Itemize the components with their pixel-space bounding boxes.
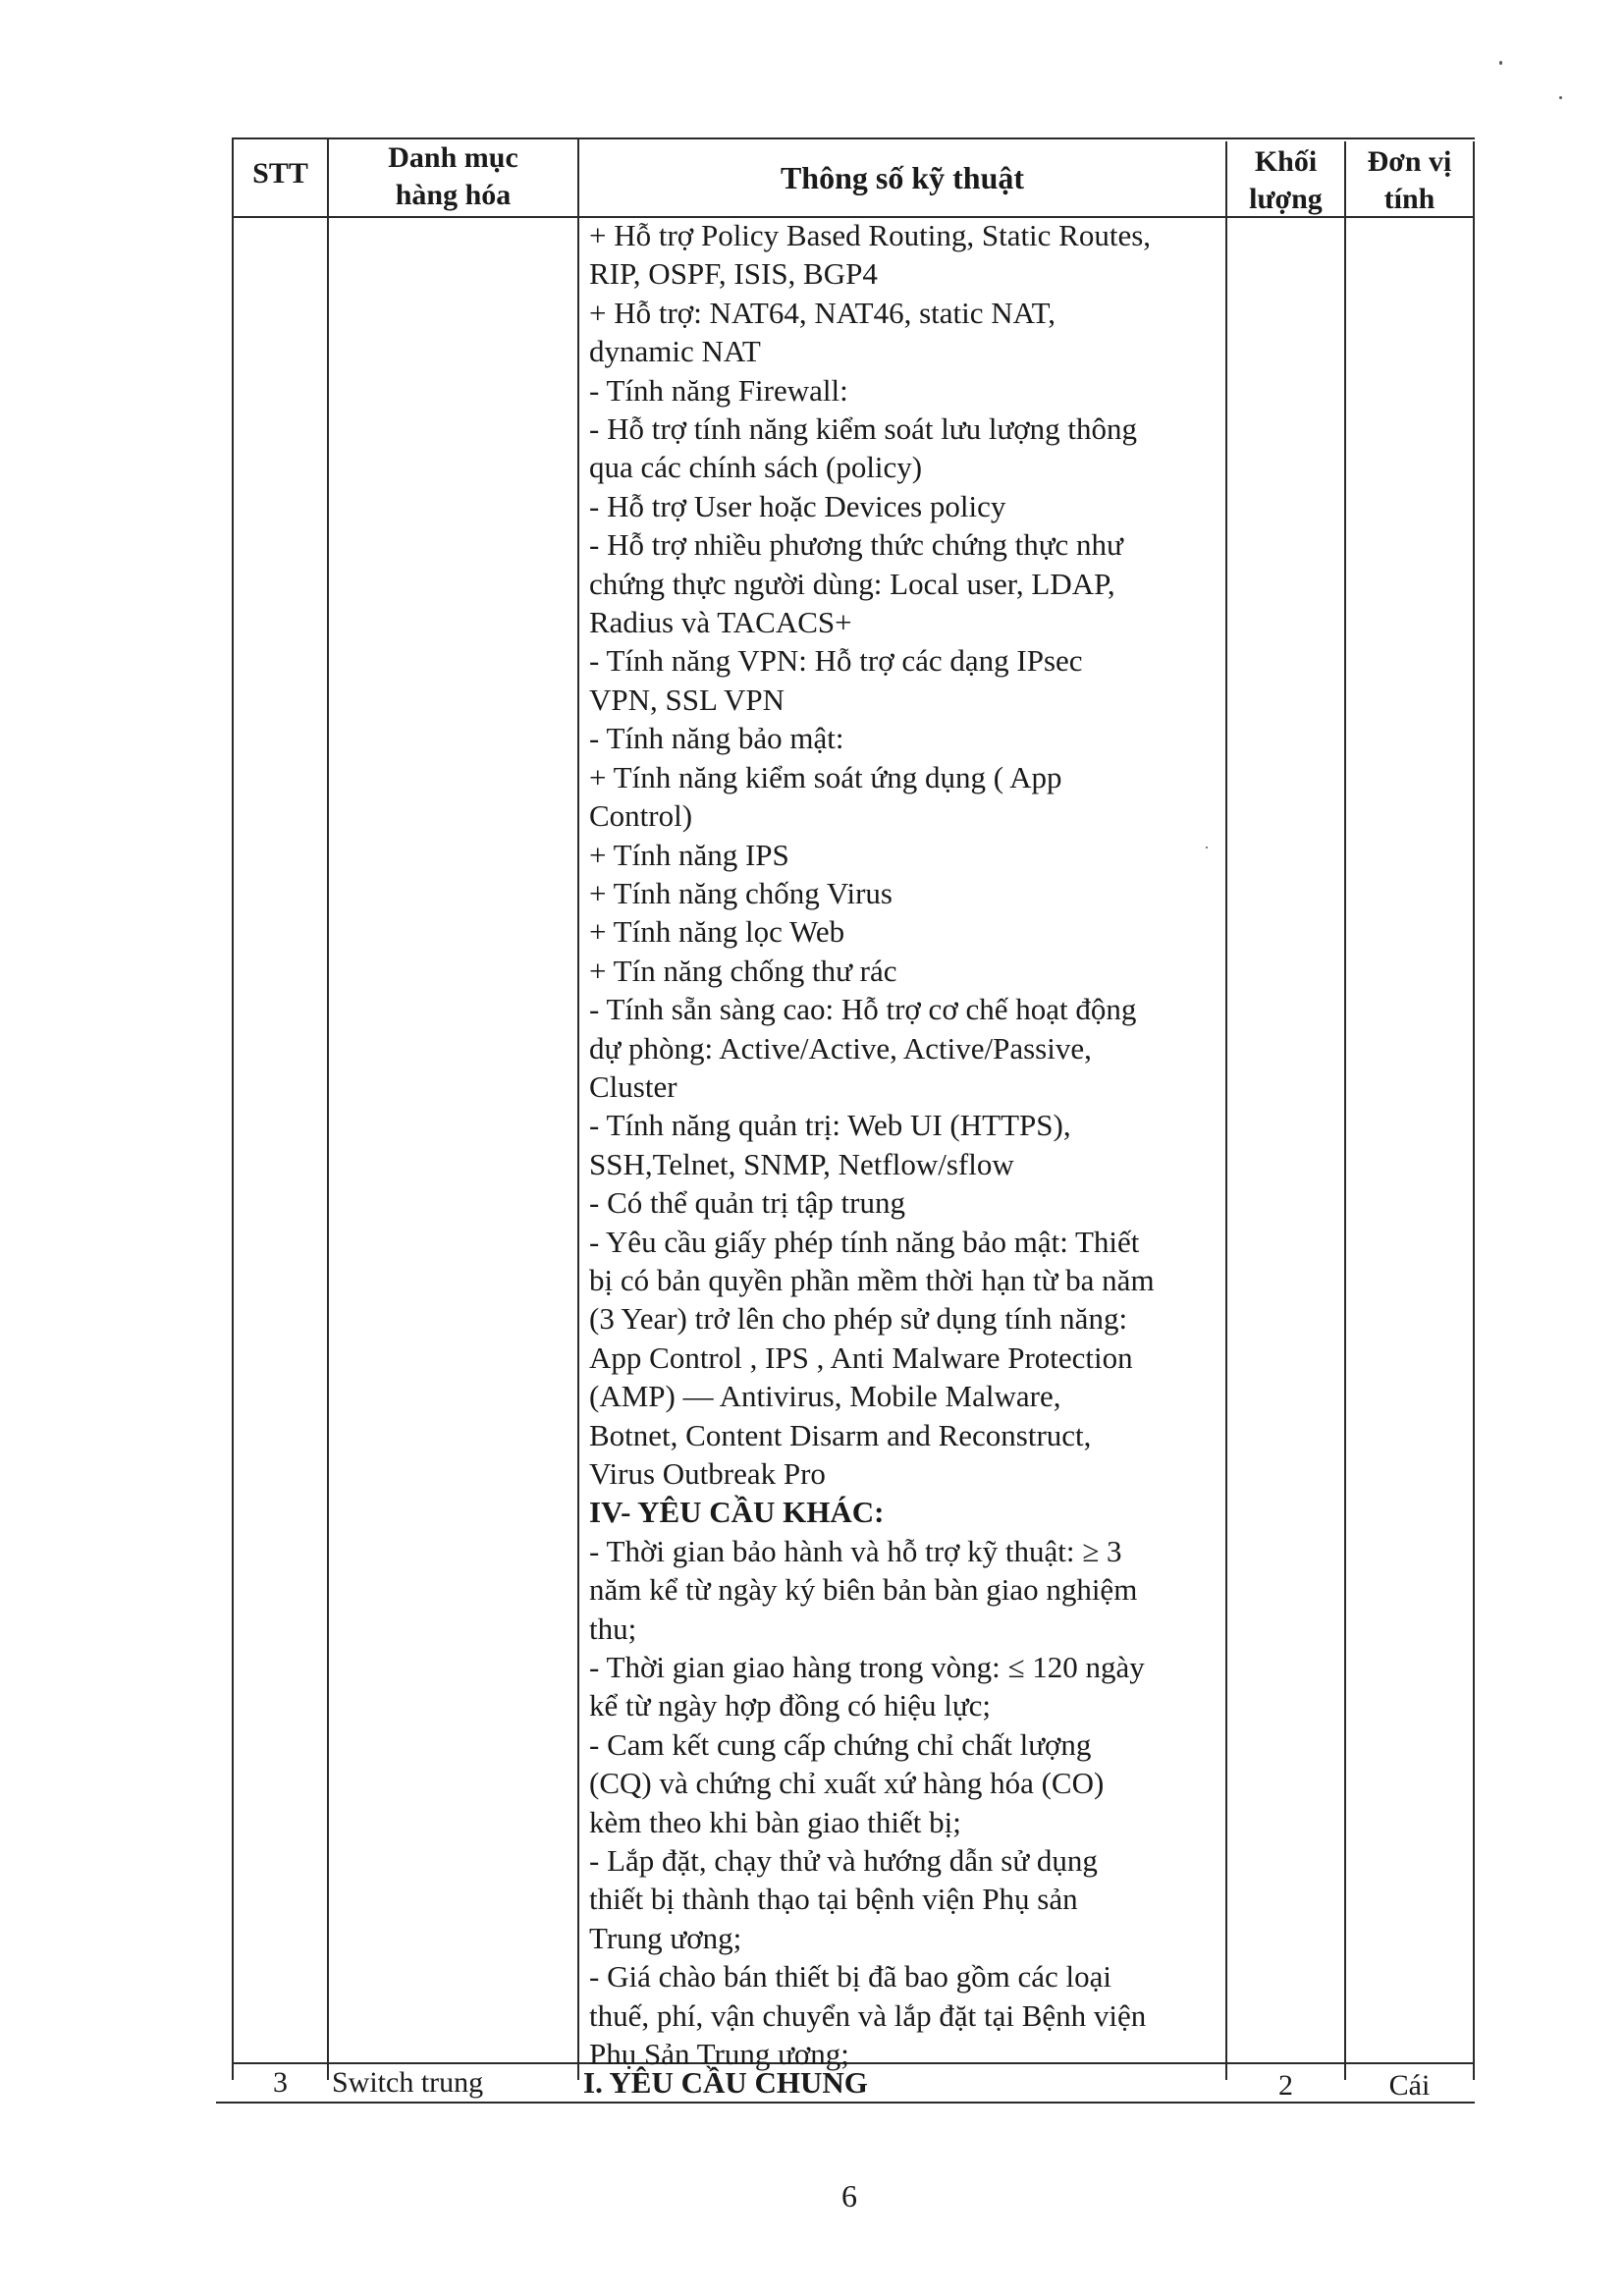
- spec-line: + Tính năng IPS: [589, 837, 789, 872]
- spec-line: - Hỗ trợ User hoặc Devices policy: [589, 488, 1006, 523]
- row3-unit-value: Cái: [1388, 2069, 1431, 2102]
- spec-cell: [589, 216, 1218, 2074]
- spec-line: Trung ương;: [589, 1920, 742, 1955]
- spec-line: (AMP) — Antivirus, Mobile Malware,: [589, 1379, 1061, 1414]
- row3-unit: [1346, 2068, 1473, 2104]
- header-spec-label: Thông số kỹ thuật: [780, 160, 1025, 195]
- spec-line: + Tín năng chống thư rác: [589, 953, 897, 988]
- spec-line: IV- YÊU CẦU KHÁC:: [589, 1495, 885, 1530]
- spec-line: thuế, phí, vận chuyển và lắp đặt tại Bệnh viện: [589, 1997, 1147, 2033]
- header-quantity: [1227, 143, 1344, 218]
- spec-line: thu;: [589, 1611, 637, 1646]
- header-stt: [234, 155, 327, 192]
- spec-line: dynamic NAT: [589, 334, 761, 369]
- spec-line: - Có thể quản trị tập trung: [589, 1185, 905, 1221]
- page-number: [841, 2178, 857, 2214]
- row3-quantity: [1227, 2068, 1344, 2104]
- spec-line: - Tính năng quản trị: Web UI (HTTPS),: [589, 1108, 1071, 1143]
- scan-speck: [1559, 96, 1562, 99]
- row3-stt: [234, 2065, 327, 2101]
- header-unit-line1: Đơn vị: [1367, 145, 1452, 178]
- spec-line: - Thời gian bảo hành và hỗ trợ kỹ thuật: ≥ 3: [589, 1533, 1122, 1568]
- spec-line: - Hỗ trợ nhiều phương thức chứng thực như: [589, 527, 1123, 563]
- row3-spec-value: I. YÊU CẦU CHUNG: [583, 2065, 868, 2100]
- table-border-right: [1473, 141, 1475, 2080]
- spec-line: - Yêu cầu giấy phép tính năng bảo mật: Thiết: [589, 1224, 1140, 1259]
- spec-line: Radius và TACACS+: [589, 605, 852, 640]
- spec-line: + Hỗ trợ Policy Based Routing, Static Routes,: [589, 218, 1152, 252]
- spec-line: App Control , IPS , Anti Malware Protection: [589, 1339, 1133, 1375]
- spec-line: qua các chính sách (policy): [589, 450, 923, 485]
- spec-line: SSH,Telnet, SNMP, Netflow/sflow: [589, 1146, 1014, 1181]
- spec-line: - Tính năng VPN: Hỗ trợ các dạng IPsec: [589, 643, 1083, 679]
- page-number-value: 6: [841, 2178, 857, 2214]
- table-divider-stt: [327, 137, 329, 2080]
- spec-line: RIP, OSPF, ISIS, BGP4: [589, 256, 878, 292]
- spec-line: - Cam kết cung cấp chứng chỉ chất lượng: [589, 1726, 1092, 1762]
- row3-category-value: Switch trung: [332, 2066, 484, 2099]
- spec-line: - Tính năng Firewall:: [589, 372, 848, 408]
- header-quantity-line1: Khối: [1254, 145, 1318, 178]
- header-stt-label: STT: [252, 157, 308, 190]
- spec-line: (3 Year) trở lên cho phép sử dụng tính năng:: [589, 1301, 1128, 1337]
- spec-line: Phụ Sản Trung ương;: [589, 2037, 849, 2072]
- spec-line: + Hỗ trợ: NAT64, NAT46, static NAT,: [589, 295, 1056, 330]
- header-unit-line2: tính: [1383, 183, 1435, 215]
- header-category: [329, 139, 577, 214]
- spec-line: - Tính năng bảo mật:: [589, 721, 844, 756]
- spec-line: Botnet, Content Disarm and Reconstruct,: [589, 1417, 1092, 1452]
- spec-line: + Tính năng lọc Web: [589, 914, 845, 950]
- spec-line: kể từ ngày hợp đồng có hiệu lực;: [589, 1688, 991, 1723]
- header-category-line2: hàng hóa: [395, 179, 512, 211]
- scan-speck: [1206, 847, 1208, 848]
- header-category-line1: Danh mục: [388, 141, 518, 174]
- row3-spec: [583, 2065, 1221, 2101]
- spec-line: chứng thực người dùng: Local user, LDAP,: [589, 566, 1115, 601]
- spec-line: dự phòng: Active/Active, Active/Passive,: [589, 1030, 1092, 1066]
- spec-line: Virus Outbreak Pro: [589, 1456, 826, 1491]
- row3-stt-value: 3: [273, 2066, 288, 2099]
- table-border-left: [232, 137, 234, 2080]
- spec-line: + Tính năng kiểm soát ứng dụng ( App: [589, 759, 1062, 794]
- table-divider-spec: [1225, 141, 1227, 2080]
- table-divider-quantity: [1344, 141, 1346, 2080]
- spec-line: năm kể từ ngày ký biên bản bàn giao nghiệm: [589, 1572, 1138, 1608]
- spec-line: - Giá chào bán thiết bị đã bao gồm các loại: [589, 1959, 1111, 1995]
- header-unit: [1346, 143, 1473, 218]
- row3-category: [332, 2065, 575, 2101]
- header-quantity-line2: lượng: [1249, 183, 1323, 215]
- scan-speck: [1499, 61, 1502, 65]
- spec-line: + Tính năng chống Virus: [589, 875, 893, 910]
- row3-quantity-value: 2: [1278, 2069, 1293, 2102]
- spec-line: bị có bản quyền phần mềm thời hạn từ ba năm: [589, 1262, 1155, 1297]
- spec-line: - Hỗ trợ tính năng kiểm soát lưu lượng thông: [589, 411, 1138, 447]
- spec-line: Cluster: [589, 1068, 677, 1104]
- spec-line: Control): [589, 798, 693, 834]
- spec-line: - Lắp đặt, chạy thử và hướng dẫn sử dụng: [589, 1843, 1098, 1879]
- spec-line: - Thời gian giao hàng trong vòng: ≤ 120 ngày: [589, 1650, 1145, 1685]
- header-spec: [579, 159, 1225, 196]
- spec-line: kèm theo khi bàn giao thiết bị;: [589, 1804, 961, 1839]
- spec-line: - Tính sẵn sàng cao: Hỗ trợ cơ chế hoạt động: [589, 992, 1137, 1027]
- spec-line: VPN, SSL VPN: [589, 682, 785, 717]
- spec-line: (CQ) và chứng chỉ xuất xứ hàng hóa (CO): [589, 1766, 1105, 1801]
- table-divider-category: [577, 137, 579, 2080]
- spec-line: thiết bị thành thạo tại bệnh viện Phụ sản: [589, 1882, 1078, 1917]
